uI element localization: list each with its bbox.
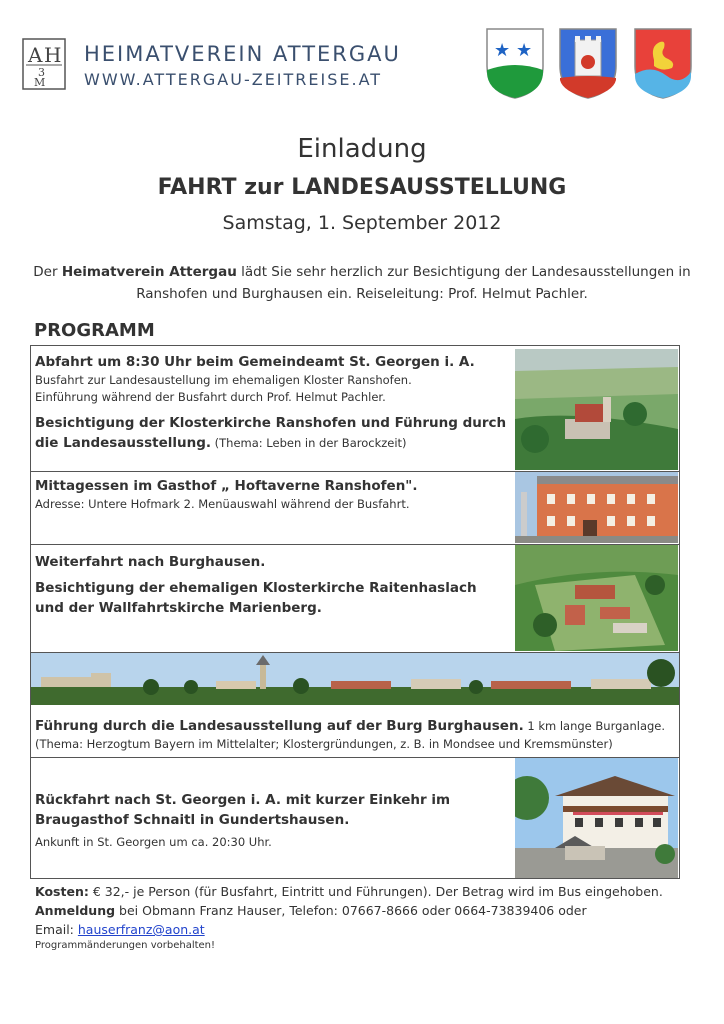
crest-swan-icon: [632, 26, 694, 100]
program-heading: PROGRAMM: [34, 320, 155, 341]
raitenhaslach-visit: Besichtigung der ehemaligen Klosterkirche Raitenhaslach und der Wallfahrtskirche Marienberg.: [35, 580, 477, 616]
crest-tower-icon: [557, 26, 619, 100]
intro-paragraph: Der Heimatverein Attergau lädt Sie sehr herzlich zur Besichtigung der Landesausstellungen in Ranshofen und Burghausen ein. Reiseleitung: Prof. Helmut Pachler.: [33, 264, 691, 302]
crest-two-stars-icon: [484, 26, 546, 100]
program-item-departure: Abfahrt um 8:30 Uhr beim Gemeindeamt St. Georgen i. A. Busfahrt zur Landesaustellung im ehemaligen Kloster Ranshofen. Einführung während der Busfahrt durch Prof. Helmut Pachler. Besichtigung der Klosterkirche Ranshofen und Führung durch die Landesausstellung. (Thema: Leben in der Barockzeit): [35, 352, 510, 453]
invitation-heading: Einladung: [297, 134, 427, 164]
braugasthof-photo: [515, 758, 678, 878]
org-website[interactable]: WWW.ATTERGAU-ZEITREISE.AT: [84, 70, 383, 89]
letterhead: [0, 0, 724, 108]
registration-line: Anmeldung bei Obmann Franz Hauser, Telefon: 07667-8666 oder 0664-73839406 oder: [35, 903, 587, 918]
email-line: Email: hauserfranz@aon.at: [35, 922, 205, 937]
program-item-burghausen-trip: [35, 552, 510, 618]
org-name: HEIMATVEREIN ATTERGAU: [84, 42, 401, 66]
email-link[interactable]: hauserfranz@aon.at: [77, 922, 205, 937]
change-notice: Programmänderungen vorbehalten!: [35, 940, 216, 951]
program-item-castle-tour: [35, 716, 675, 753]
svg-text:3: 3: [38, 66, 45, 79]
departure-title: Abfahrt um 8:30 Uhr beim Gemeindeamt St. Georgen i. A.: [35, 354, 475, 370]
raitenhaslach-aerial-photo: [515, 545, 678, 651]
ranshofen-aerial-photo: [515, 349, 678, 470]
event-date: Samstag, 1. September 2012: [222, 212, 502, 234]
lunch-title: Mittagessen im Gasthof „ Hoftaverne Ranshofen".: [35, 478, 418, 494]
program-item-return: [35, 790, 510, 851]
svg-text:★: ★: [516, 40, 533, 61]
hoftaverne-photo: [515, 472, 678, 543]
cost-line: Kosten: € 32,- je Person (für Busfahrt, Eintritt und Führungen). Der Betrag wird im Bus eingehoben.: [35, 884, 663, 899]
ranshofen-visit: Besichtigung der Klosterkirche Ranshofen und Führung durch die Landesausstellung. (Thema: Leben in der Barockzeit): [35, 415, 507, 451]
castle-tour-theme: (Thema: Herzogtum Bayern im Mittelalter; Klostergründungen, z. B. in Mondsee und Kremsmünster): [35, 737, 613, 751]
castle-tour-title: Führung durch die Landesausstellung auf der Burg Burghausen. 1 km lange Burganlage.: [35, 718, 666, 734]
arrival-time: Ankunft in St. Georgen um ca. 20:30 Uhr.: [35, 835, 272, 849]
heimatverein-logo: [22, 38, 66, 90]
return-title: Rückfahrt nach St. Georgen i. A. mit kurzer Einkehr im Braugasthof Schnaitl in Gundertshausen.: [35, 792, 451, 828]
event-title: FAHRT zur LANDESAUSSTELLUNG: [157, 175, 567, 200]
intro-org-name: Heimatverein Attergau: [61, 264, 237, 280]
trip-title: Weiterfahrt nach Burghausen.: [35, 554, 266, 570]
svg-text:★: ★: [494, 40, 511, 61]
svg-text:M: M: [34, 76, 46, 89]
svg-text:H: H: [44, 43, 62, 67]
svg-text:A: A: [28, 43, 43, 67]
program-item-lunch: Mittagessen im Gasthof „ Hoftaverne Ranshofen". Adresse: Untere Hofmark 2. Menüauswahl während der Busfahrt.: [35, 476, 510, 513]
burghausen-panorama-photo: [31, 653, 679, 705]
